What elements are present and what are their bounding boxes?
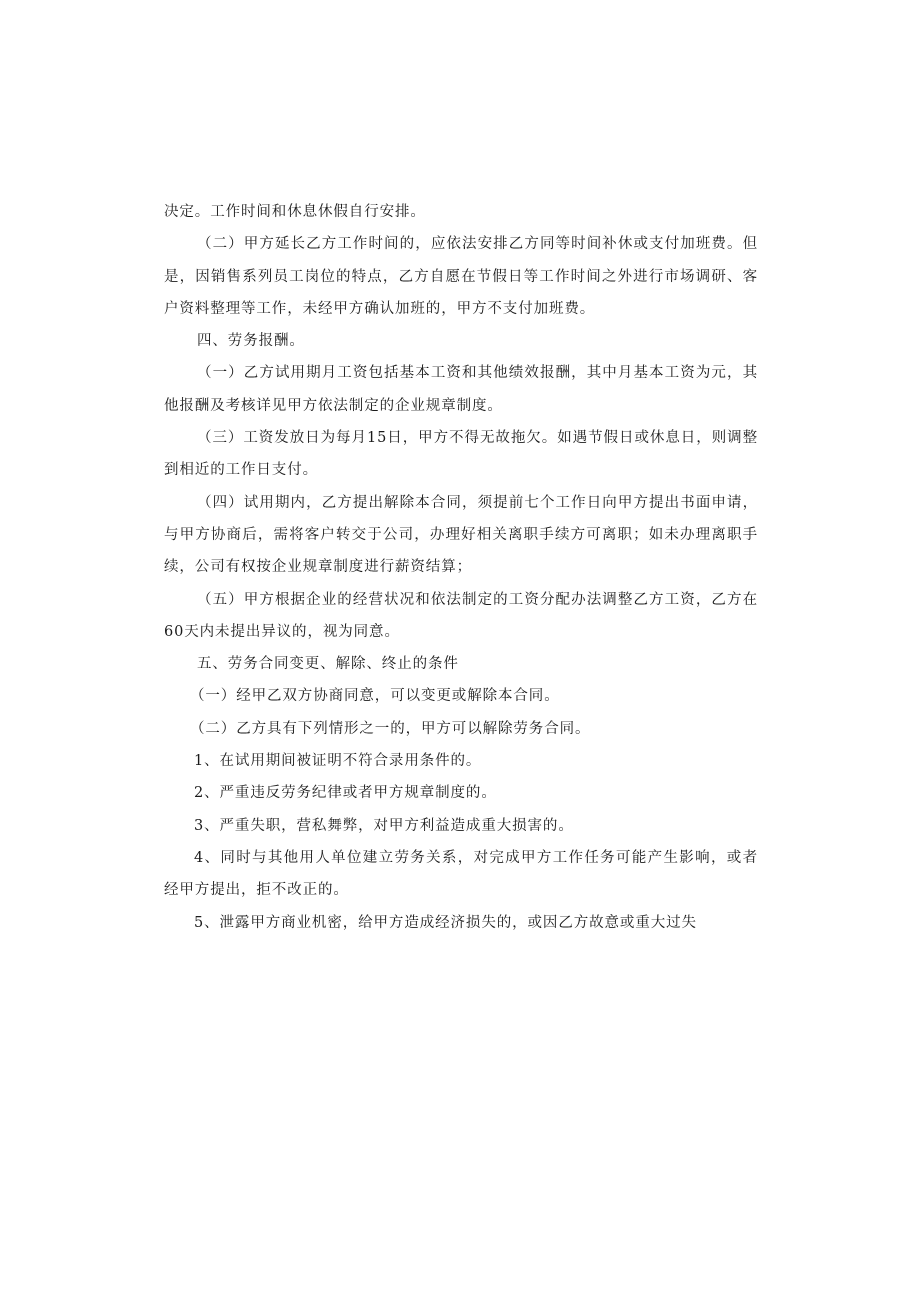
list-item-condition-4: 4、同时与其他用人单位建立劳务关系，对完成甲方工作任务可能产生影响，或者经甲方提出，拒不改正的。 bbox=[164, 849, 758, 899]
paragraph-work-hours: 决定。工作时间和休息休假自行安排。 bbox=[164, 204, 426, 220]
paragraph-salary-adjustment: （五）甲方根据企业的经营状况和依法制定的工资分配办法调整乙方工资，乙方在60天内未提出异议的，视为同意。 bbox=[164, 591, 758, 640]
paragraph-probation-salary: （一）乙方试用期月工资包括基本工资和其他绩效报酬，其中月基本工资为元，其他报酬及考核详见甲方依法制定的企业规章制度。 bbox=[164, 365, 758, 414]
list-item-condition-3: 3、严重失职，营私舞弊，对甲方利益造成重大损害的。 bbox=[194, 817, 574, 834]
list-item-condition-2: 2、严重违反劳务纪律或者甲方规章制度的。 bbox=[194, 785, 497, 802]
section-heading-contract-changes: 五、劳务合同变更、解除、终止的条件 bbox=[197, 656, 459, 673]
list-item-condition-5: 5、泄露甲方商业机密，给甲方造成经济损失的，或因乙方故意或重大过失 bbox=[194, 914, 697, 931]
section-heading-remuneration: 四、劳务报酬。 bbox=[197, 333, 305, 350]
document-page bbox=[164, 196, 758, 939]
paragraph-pay-day: （三）工资发放日为每月15日，甲方不得无故拖欠。如遇节假日或休息日，则调整到相近的工作日支付。 bbox=[164, 430, 758, 479]
paragraph-termination-conditions: （二）乙方具有下列情形之一的，甲方可以解除劳务合同。 bbox=[190, 720, 591, 737]
paragraph-probation-termination: （四）试用期内，乙方提出解除本合同，须提前七个工作日向甲方提出书面申请，与甲方协商后，需将客户转交于公司，办理好相关离职手续方可离职；如未办理离职手续，公司有权按企业规章制度进行薪资结算； bbox=[164, 494, 758, 576]
list-item-condition-1: 1、在试用期间被证明不符合录用条件的。 bbox=[194, 753, 482, 770]
paragraph-overtime: （二）甲方延长乙方工作时间的，应依法安排乙方同等时间补休或支付加班费。但是，因销售系列员工岗位的特点，乙方自愿在节假日等工作时间之外进行市场调研、客户资料整理等工作，未经甲方确认加班的，甲方不支付加班费。 bbox=[164, 236, 758, 317]
paragraph-mutual-agreement: （一）经甲乙双方协商同意，可以变更或解除本合同。 bbox=[190, 688, 560, 705]
